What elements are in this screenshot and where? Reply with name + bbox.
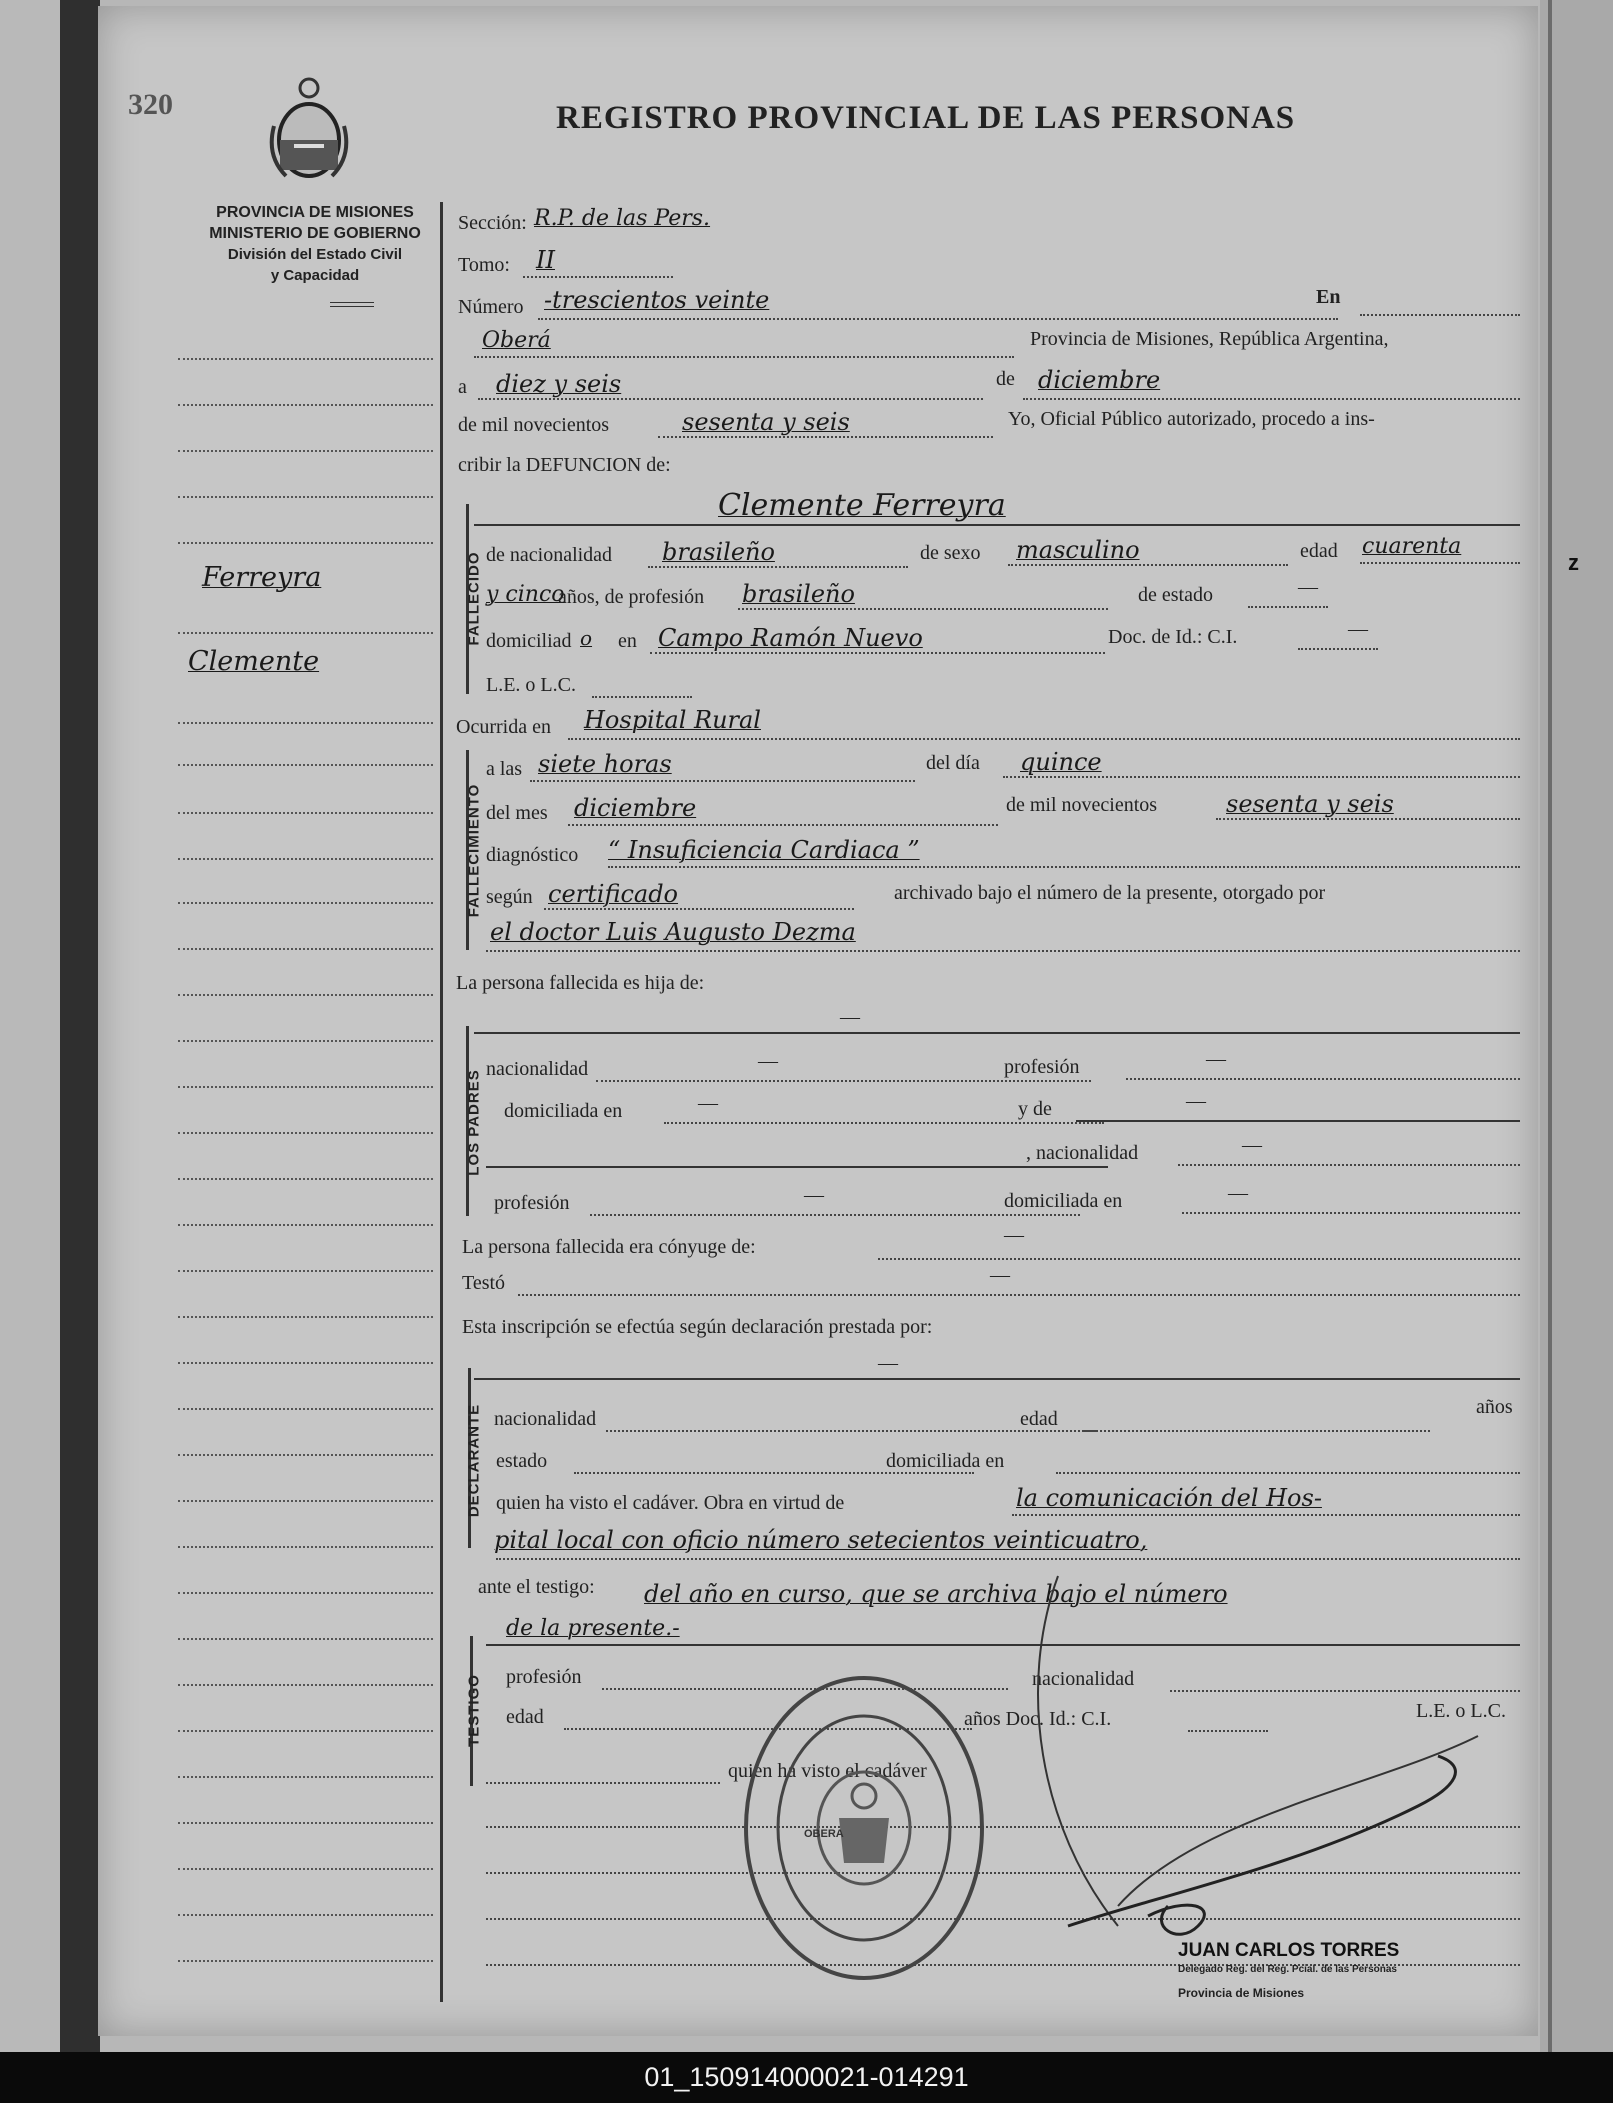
doctor-value: el doctor Luis Augusto Dezma <box>490 918 856 946</box>
domiciliado-suffix: o <box>580 626 593 650</box>
numero-label: Número <box>458 296 524 318</box>
padres-dash-4: — <box>698 1092 718 1114</box>
page-title: REGISTRO PROVINCIAL DE LAS PERSONAS <box>556 100 1296 136</box>
page-edge-mark: z <box>1568 550 1579 575</box>
place-value: Oberá <box>482 328 551 353</box>
oficial-text: Yo, Oficial Público autorizado, procedo a ins- <box>1008 408 1375 430</box>
year-value: sesenta y seis <box>682 408 850 436</box>
padres-nacionalidad2-label: , nacionalidad <box>1026 1142 1139 1164</box>
a-label: a <box>458 376 467 398</box>
le-label: L.E. o L.C. <box>486 674 576 696</box>
ante-value-1: del año en curso, que se archiva bajo el número <box>644 1580 1228 1608</box>
testigo-nacionalidad-label: nacionalidad <box>1032 1668 1135 1690</box>
declarante-intro: Esta inscripción se efectúa según declaración prestada por: <box>462 1316 933 1338</box>
tomo-value: II <box>536 246 555 274</box>
padres-dash-6: — <box>1242 1134 1262 1156</box>
testigo-anos-doc-label: años Doc. Id.: C.I. <box>964 1708 1112 1730</box>
declarante-estado-label: estado <box>496 1450 548 1472</box>
testo-label: Testó <box>462 1272 506 1294</box>
declarante-dash: — <box>878 1352 898 1374</box>
domiciliado-label: domiciliad <box>486 630 572 652</box>
padres-intro: La persona fallecida es hija de: <box>456 972 705 994</box>
hora-value: siete horas <box>538 750 672 778</box>
nacionalidad-value: brasileño <box>662 538 775 566</box>
segun-value: certificado <box>548 880 679 908</box>
dia-value: quince <box>1020 748 1102 776</box>
estado-value: — <box>1298 576 1318 598</box>
day-value: diez y seis <box>496 370 622 398</box>
doc-value: — <box>1348 618 1368 640</box>
testigo-label: TESTIGO <box>465 1674 483 1747</box>
margin-given-name: Clemente <box>188 646 320 677</box>
declarante-edad-label: edad <box>1020 1408 1058 1430</box>
en-label: En <box>1316 286 1341 308</box>
official-stamp-icon <box>734 1668 994 1988</box>
margin-surname: Ferreyra <box>202 562 322 593</box>
signature-scrawl <box>998 1566 1518 1986</box>
testigo-profesion-label: profesión <box>506 1666 582 1688</box>
padres-dash-8: — <box>1228 1182 1248 1204</box>
padres-dash-1: — <box>840 1006 860 1028</box>
province-text: Provincia de Misiones, República Argentina, <box>1030 328 1389 350</box>
signature-line-2: Delegado Reg. del Reg. Pcial. de las Personas <box>1178 1964 1397 1975</box>
segun-label: según <box>486 886 533 908</box>
padres-y-de-label: y de <box>1018 1098 1052 1120</box>
mes-label: del mes <box>486 802 548 824</box>
fallecimiento-label: FALLECIMIENTO <box>465 783 483 918</box>
de-label: de <box>996 368 1015 390</box>
org-line-4: y Capacidad <box>270 267 360 284</box>
testigo-le-label: L.E. o L.C. <box>1416 1700 1506 1722</box>
diagnostico-value: “ Insuficiencia Cardiaca ” <box>608 836 920 864</box>
doc-label: Doc. de Id.: C.I. <box>1108 626 1238 648</box>
stamp-city: OBERA <box>804 1828 844 1840</box>
declarante-label: DECLARANTE <box>465 1403 483 1518</box>
obra-value-2: pital local con oficio número setecientos veinticuatro, <box>494 1526 1148 1554</box>
padres-profesion2-label: profesión <box>494 1192 570 1214</box>
signature-name: JUAN CARLOS TORRES <box>1178 1940 1400 1961</box>
testo-dash: — <box>990 1264 1010 1286</box>
padres-profesion-label: profesión <box>1004 1056 1080 1078</box>
register-page <box>98 6 1538 2036</box>
ocurrida-value: Hospital Rural <box>584 706 761 734</box>
mes-value: diciembre <box>574 794 697 822</box>
padres-label: LOS PADRES <box>465 1069 483 1176</box>
seccion-label: Sección: <box>458 212 527 234</box>
testigo-edad-label: edad <box>506 1706 544 1728</box>
facing-page-left <box>0 0 64 2052</box>
coat-of-arms-icon <box>266 76 352 188</box>
fallecido-name: Clemente Ferreyra <box>718 488 1006 523</box>
ante-testigo-label: ante el testigo: <box>478 1576 595 1598</box>
declarante-nacionalidad-label: nacionalidad <box>494 1408 597 1430</box>
declarante-anos-label: años <box>1476 1396 1513 1418</box>
anio-value: sesenta y seis <box>1226 790 1394 818</box>
diagnostico-label: diagnóstico <box>486 844 579 866</box>
a-las-label: a las <box>486 758 523 780</box>
edad-value: cuarenta <box>1362 534 1462 559</box>
column-divider <box>440 202 443 2002</box>
image-id-footer: 01_150914000021-014291 <box>0 2052 1613 2103</box>
org-line-2: MINISTERIO DE GOBIERNO <box>209 225 421 242</box>
org-line-1: PROVINCIA DE MISIONES <box>216 204 414 221</box>
conyuge-label: La persona fallecida era cónyuge de: <box>462 1236 756 1258</box>
numero-value: -trescientos veinte <box>544 286 770 314</box>
archivado-text: archivado bajo el número de la presente, otorgado por <box>894 882 1326 904</box>
anos-profesion-label: años, de profesión <box>558 586 705 608</box>
domicilio-en-label: en <box>618 630 637 652</box>
testigo-visto-text: quien ha visto el cadáver <box>728 1760 927 1782</box>
edad-value-2: y cinco <box>486 582 565 607</box>
domicilio-value: Campo Ramón Nuevo <box>658 624 923 652</box>
org-header <box>186 202 444 286</box>
de-mil-label: de mil novecientos <box>1006 794 1158 816</box>
padres-dash-5: — <box>1186 1090 1206 1112</box>
page-number: 320 <box>128 88 173 121</box>
fallecido-label: FALLECIDO <box>465 551 483 646</box>
padres-nacionalidad-label: nacionalidad <box>486 1058 589 1080</box>
book-spine <box>60 0 100 2052</box>
edad-label: edad <box>1300 540 1338 562</box>
declarante-visto-text: quien ha visto el cadáver. Obra en virtud de <box>496 1492 845 1514</box>
conyuge-dash: — <box>1004 1224 1024 1246</box>
dia-label: del día <box>926 752 980 774</box>
padres-domiciliada-label: domiciliada en <box>504 1100 623 1122</box>
inscribir-text: cribir la DEFUNCION de: <box>458 454 671 476</box>
signature-line-3: Provincia de Misiones <box>1178 1986 1305 2000</box>
declarante-domiciliada-label: domiciliada en <box>886 1450 1005 1472</box>
facing-page-right <box>1540 0 1613 2052</box>
nacionalidad-label: de nacionalidad <box>486 544 613 566</box>
sexo-label: de sexo <box>920 542 981 564</box>
padres-dash-3: — <box>1206 1048 1226 1070</box>
obra-value-1: la comunicación del Hos- <box>1016 1484 1322 1512</box>
org-line-3: División del Estado Civil <box>227 246 403 263</box>
padres-domiciliada2-label: domiciliada en <box>1004 1190 1123 1212</box>
profesion-value: brasileño <box>742 580 855 608</box>
year-prefix: de mil novecientos <box>458 414 610 436</box>
padres-dash-7: — <box>804 1184 824 1206</box>
padres-dash-2: — <box>758 1050 778 1072</box>
ocurrida-label: Ocurrida en <box>456 716 551 738</box>
tomo-label: Tomo: <box>458 254 510 276</box>
estado-label: de estado <box>1138 584 1213 606</box>
sexo-value: masculino <box>1016 536 1140 564</box>
month-value: diciembre <box>1038 366 1161 394</box>
ante-value-2: de la presente.- <box>506 1616 680 1641</box>
seccion-value: R.P. de las Pers. <box>534 206 711 231</box>
